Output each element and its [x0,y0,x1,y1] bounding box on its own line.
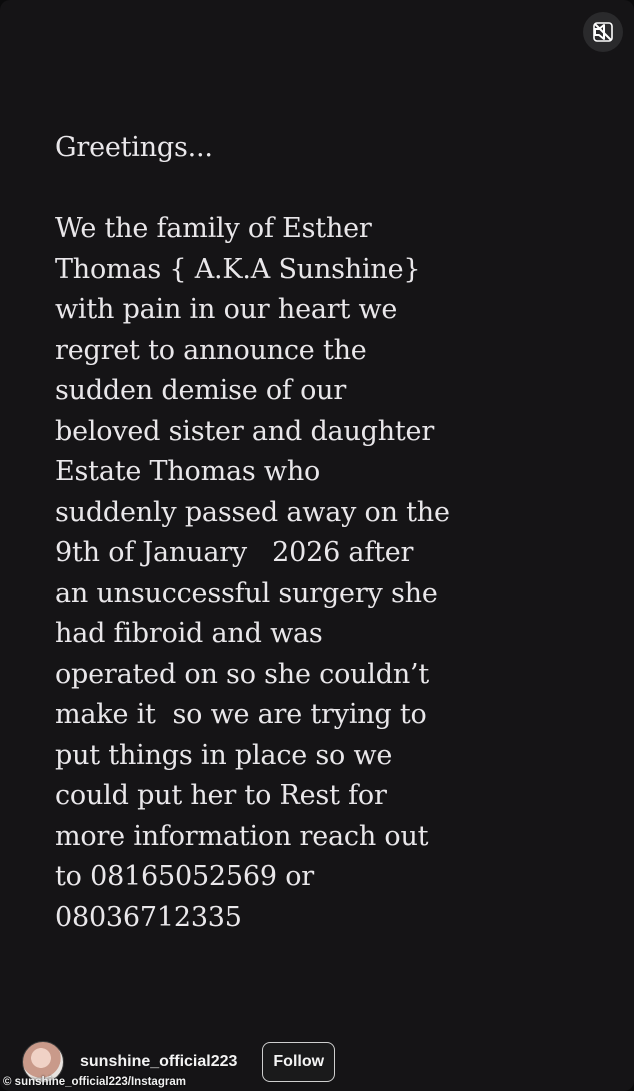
message-line: put things in place so we [55,739,393,771]
username[interactable]: sunshine_official223 [80,1053,238,1070]
message-line: Thomas { A.K.A Sunshine} [55,253,421,285]
follow-button[interactable]: Follow [262,1042,335,1082]
mute-button[interactable] [583,12,623,52]
message-line: an unsuccessful surgery she [55,577,438,609]
message-line: make it so we are trying to [55,699,427,730]
message-line: had fibroid and was [55,618,323,649]
message-line: 08036712335 [55,901,242,933]
speaker-muted-icon [591,20,615,44]
message-line: to 08165052569 or [55,861,314,892]
message-line: more information reach out [55,820,429,852]
message-line: suddenly passed away on the [55,496,450,528]
message-blank-line [55,169,505,210]
message-line: operated on so she couldn’t [55,658,430,690]
message-line: Greetings... [55,132,213,163]
message-line: 9th of January 2026 after [55,537,414,568]
message-line: with pain in our heart we [55,294,398,325]
message-line: We the family of Esther [55,213,372,244]
message-line: sudden demise of our [55,375,347,406]
message-line: Estate Thomas who [55,456,321,487]
image-credit: © sunshine_official223/Instagram [3,1076,186,1088]
message-line: beloved sister and daughter [55,415,435,447]
message-line: regret to announce the [55,334,367,366]
story-message [55,128,505,938]
message-line: could put her to Rest for [55,780,387,811]
